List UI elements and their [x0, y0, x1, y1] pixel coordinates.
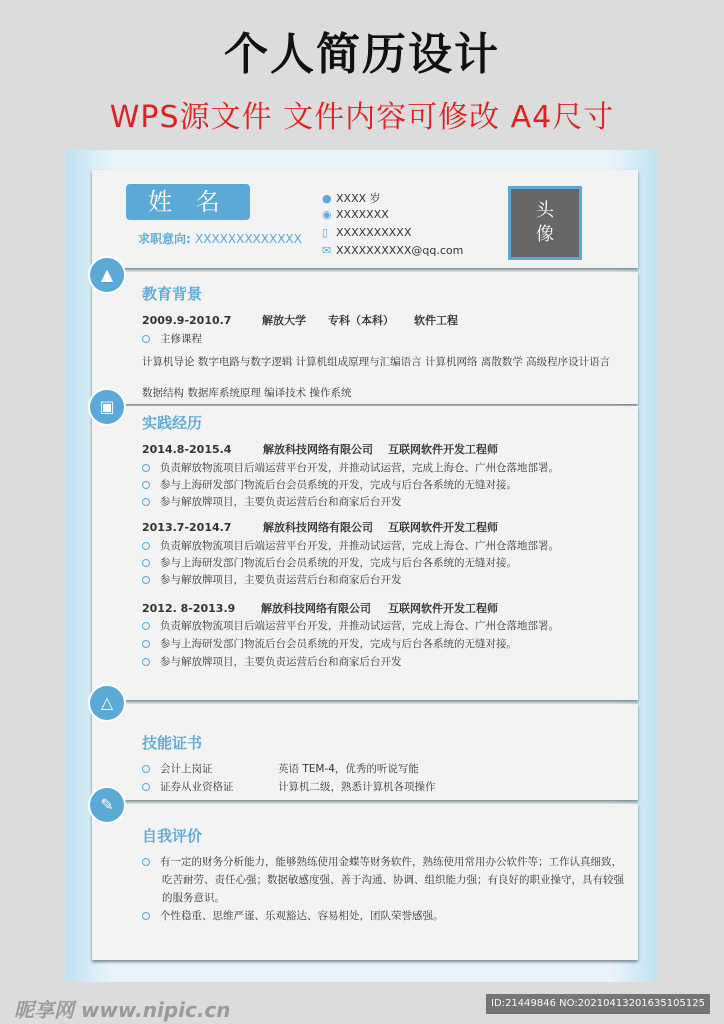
list-item: [142, 477, 517, 492]
age-text: XXXX 岁: [336, 192, 381, 205]
list-item: [142, 538, 559, 553]
job-bullet: 负责解放物流项目后端运营平台开发，并推动试运营，完成上海仓、广州仓落地部署。: [160, 540, 559, 552]
bullet-icon: [142, 498, 150, 506]
self-p1-line1: 有一定的财务分析能力，能够熟练使用金蝶等财务软件，熟练使用常用办公软件等；工作认真细致，: [160, 856, 622, 868]
skill-right: 英语 TEM-4，优秀的听说写能: [278, 763, 419, 775]
job-bullet: 负责解放物流项目后端运营平台开发，并推动试运营，完成上海仓、广州仓落地部署。: [160, 462, 559, 474]
location-row: [322, 208, 389, 221]
job-role: 互联网软件开发工程师: [388, 602, 498, 615]
bullet-icon: [142, 559, 150, 567]
experience-title: 实践经历: [142, 414, 203, 432]
briefcase-icon: ▣: [88, 388, 126, 426]
phone-text: XXXXXXXXXX: [336, 226, 412, 239]
job-bullet: 参与解放牌项目，主要负责运营后台和商家后台开发: [160, 496, 402, 508]
courses-line-2: 数据结构 数据库系统原理 编译技术 操作系统: [142, 387, 352, 399]
job-intent-value: XXXXXXXXXXXXX: [195, 232, 302, 246]
bullet-icon: [142, 640, 150, 648]
name-box: 姓 名: [126, 184, 250, 220]
flask-icon: △: [88, 684, 126, 722]
job-bullet: 参与上海研发部门物流后台会员系统的开发，完成与后台各系统的无缝对接。: [160, 638, 517, 650]
courses-label-item: [142, 331, 202, 346]
job-role: 互联网软件开发工程师: [388, 443, 498, 456]
mail-icon: ✉: [322, 244, 332, 257]
self-p2: 个性稳重、思维严谨、乐观豁达、容易相处，团队荣誉感强。: [160, 910, 444, 922]
bullet-icon: [142, 542, 150, 550]
job-bullet: 负责解放物流项目后端运营平台开发，并推动试运营，完成上海仓、广州仓落地部署。: [160, 620, 559, 632]
education-row: [142, 312, 458, 328]
job-company: 解放科技网络有限公司: [263, 521, 373, 534]
location-text: XXXXXXX: [336, 208, 389, 221]
person-icon: ●: [322, 192, 332, 205]
job-period: 2012. 8-2013.9: [142, 602, 236, 615]
skill-left: 证券从业资格证: [160, 781, 234, 793]
email-text: XXXXXXXXXX@qq.com: [336, 244, 464, 257]
list-item: [142, 618, 559, 633]
email-row: [322, 244, 463, 257]
skills-title: 技能证书: [142, 734, 203, 752]
self-p1-line3: 的服务意识。: [162, 892, 225, 904]
bullet-icon: [142, 765, 150, 773]
list-item: [142, 460, 559, 475]
photo-placeholder: [508, 186, 582, 260]
photo-label-2: 像: [536, 224, 554, 245]
banner-subtitle: WPS源文件 文件内容可修改 A4尺寸: [109, 100, 615, 135]
job-company: 解放科技网络有限公司: [261, 602, 371, 615]
age-row: [322, 190, 381, 206]
edu-school: 解放大学: [262, 314, 306, 327]
location-pin-icon: ◉: [322, 208, 332, 221]
watermark-logo: 昵享网 www.nipic.cn: [14, 998, 231, 1022]
bullet-icon: [142, 335, 150, 343]
phone-icon: ▯: [322, 226, 329, 239]
job-bullet: 参与解放牌项目，主要负责运营后台和商家后台开发: [160, 656, 402, 668]
edu-major: 软件工程: [414, 314, 458, 327]
list-item: [142, 494, 402, 509]
education-title: 教育背景: [142, 285, 203, 303]
job-company: 解放科技网络有限公司: [263, 443, 373, 456]
list-item: [142, 761, 419, 776]
bullet-icon: [142, 622, 150, 630]
job-header-2: [142, 519, 498, 535]
phone-row: [322, 226, 411, 239]
edu-period: 2009.9-2010.7: [142, 314, 232, 327]
skill-right: 计算机二级，熟悉计算机各项操作: [278, 781, 436, 793]
list-item: [142, 654, 402, 669]
job-intent-label: 求职意向:: [138, 232, 191, 246]
bullet-icon: [142, 481, 150, 489]
job-header-3: [142, 600, 498, 616]
watermark-id: ID:21449846 NO:20210413201635105125: [486, 994, 710, 1014]
job-period: 2014.8-2015.4: [142, 443, 232, 456]
job-bullet: 参与上海研发部门物流后台会员系统的开发，完成与后台各系统的无缝对接。: [160, 557, 517, 569]
bullet-icon: [142, 858, 150, 866]
list-item: [142, 854, 622, 869]
list-item: [142, 779, 436, 794]
self-p1-line2: 吃苦耐劳、责任心强；数据敏感度强、善于沟通、协调、组织能力强；有良好的职业操守，具有较强: [162, 874, 624, 886]
list-item: [142, 636, 517, 651]
bullet-icon: [142, 783, 150, 791]
job-bullet: 参与解放牌项目，主要负责运营后台和商家后台开发: [160, 574, 402, 586]
courses-label: 主修课程: [160, 333, 202, 345]
job-header-1: [142, 441, 498, 457]
photo-label-1: 头: [536, 200, 554, 221]
banner-title: 个人简历设计: [224, 29, 500, 80]
job-bullet: 参与上海研发部门物流后台会员系统的开发，完成与后台各系统的无缝对接。: [160, 479, 517, 491]
list-item: [142, 908, 444, 923]
self-title: 自我评价: [142, 827, 203, 845]
bullet-icon: [142, 576, 150, 584]
list-item: [142, 555, 517, 570]
job-role: 互联网软件开发工程师: [388, 521, 498, 534]
bullet-icon: [142, 912, 150, 920]
bullet-icon: [142, 464, 150, 472]
job-intent: [138, 230, 302, 247]
job-period: 2013.7-2014.7: [142, 521, 232, 534]
graduation-cap-icon: ▲: [88, 256, 126, 294]
edu-degree: 专科（本科）: [328, 314, 394, 327]
bullet-icon: [142, 658, 150, 666]
list-item: [142, 572, 402, 587]
skill-left: 会计上岗证: [160, 763, 213, 775]
edit-icon: ✎: [88, 786, 126, 824]
courses-line-1: 计算机导论 数字电路与数字逻辑 计算机组成原理与汇编语言 计算机网络 离散数学 高级程序设计语言: [142, 356, 611, 368]
